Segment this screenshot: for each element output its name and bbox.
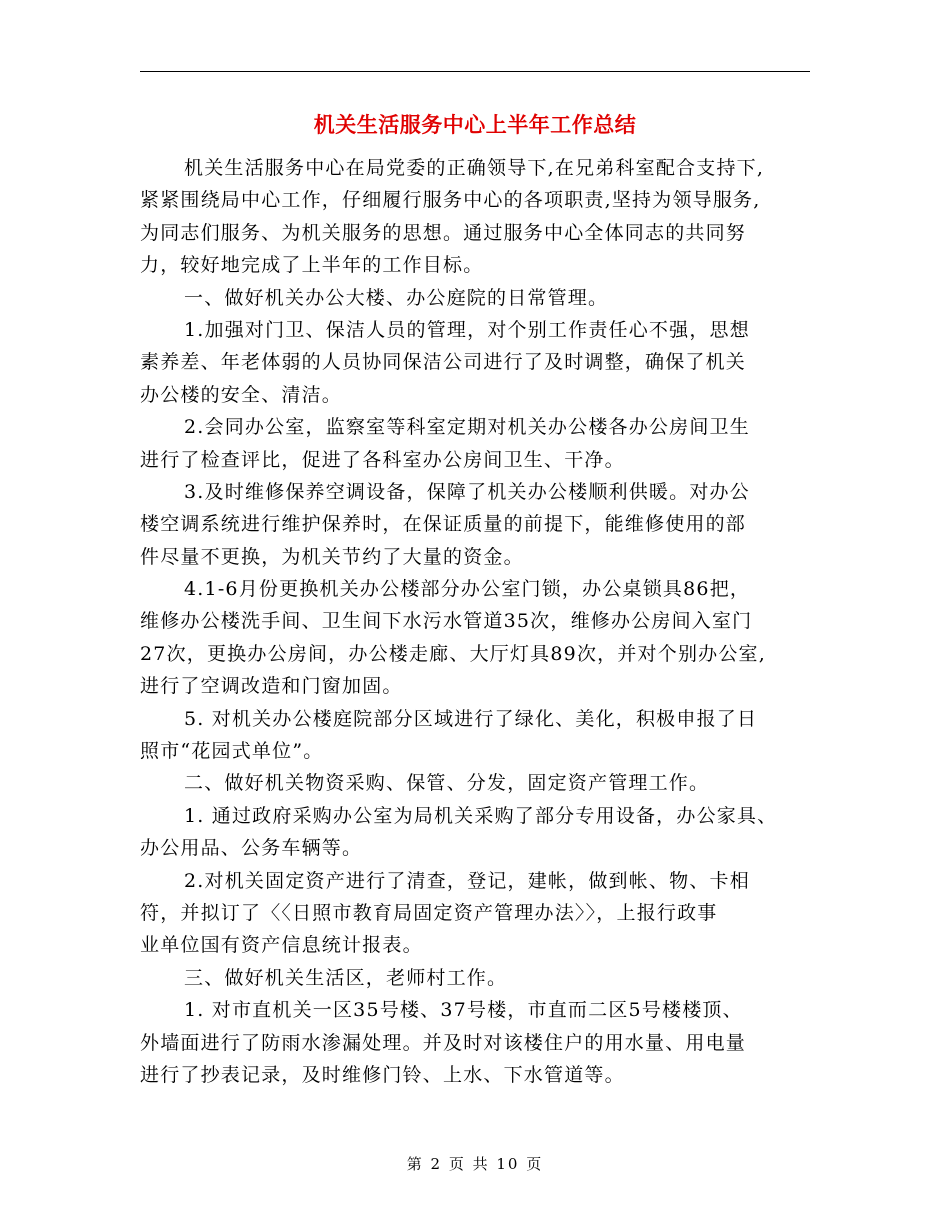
text-line: 楼空调系统进行维护保养时，在保证质量的前提下，能维修使用的部 (140, 513, 747, 536)
text-line: 为同志们服务、为机关服务的思想。通过服务中心全体同志的共同努 (140, 221, 747, 244)
text-line: 件尽量不更换，为机关节约了大量的资金。 (140, 545, 524, 568)
text-line: 业单位国有资产信息统计报表。 (140, 934, 423, 957)
text-line: 4.1-6月份更换机关办公楼部分办公室门锁，办公桌锁具86把， (184, 578, 751, 601)
text-line: 一、做好机关办公大楼、办公庭院的日常管理。 (184, 286, 609, 309)
text-line: 1.加强对门卫、保洁人员的管理，对个别工作责任心不强，思想 (184, 318, 750, 341)
text-line: 办公用品、公务车辆等。 (140, 837, 363, 860)
text-line: 2.对机关固定资产进行了清查，登记，建帐，做到帐、物、卡相 (184, 869, 750, 892)
document-title: 机关生活服务中心上半年工作总结 (313, 113, 637, 137)
text-line: 机关生活服务中心在局党委的正确领导下,在兄弟科室配合支持下, (184, 157, 765, 179)
text-line: 紧紧围绕局中心工作，仔细履行服务中心的各项职责,坚持为领导服务, (140, 189, 761, 212)
page-number: 第 2 页 共 10 页 (406, 1155, 544, 1173)
text-line: 27次，更换办公房间，办公楼走廊、大厅灯具89次，并对个别办公室, (140, 642, 766, 665)
text-line: 办公楼的安全、清洁。 (140, 383, 343, 406)
text-line: 素养差、年老体弱的人员协同保洁公司进行了及时调整，确保了机关 (140, 351, 747, 374)
text-line: 三、做好机关生活区，老师村工作。 (184, 966, 508, 989)
text-line: 2.会同办公室，监察室等科室定期对机关办公楼各办公房间卫生 (184, 416, 750, 439)
text-line: 符，并拟订了〈〈日照市教育局固定资产管理办法〉〉，上报行政事 (140, 901, 718, 924)
text-line: 照市“花园式单位”。 (140, 740, 324, 763)
text-line: 外墙面进行了防雨水渗漏处理。并及时对该楼住户的用水量、用电量 (140, 1031, 747, 1054)
text-line: 5. 对机关办公楼庭院部分区域进行了绿化、美化，积极申报了日 (184, 707, 758, 730)
header-rule (140, 71, 810, 72)
text-line: 进行了抄表记录，及时维修门铃、上水、下水管道等。 (140, 1063, 625, 1086)
text-line: 1. 通过政府采购办公室为局机关采购了部分专用设备，办公家具、 (184, 804, 778, 827)
document-body (140, 152, 820, 1091)
text-line: 1. 对市直机关一区35号楼、37号楼，市直而二区5号楼楼顶、 (184, 999, 743, 1022)
text-line: 进行了检查评比，促进了各科室办公房间卫生、干净。 (140, 448, 625, 471)
text-line: 维修办公楼洗手间、卫生间下水污水管道35次，维修办公房间入室门 (140, 610, 753, 633)
text-line: 力，较好地完成了上半年的工作目标。 (140, 254, 484, 277)
text-line: 进行了空调改造和门窗加固。 (140, 675, 403, 698)
text-line: 3.及时维修保养空调设备，保障了机关办公楼顺利供暖。对办公 (184, 480, 750, 503)
text-line: 二、做好机关物资采购、保管、分发，固定资产管理工作。 (184, 772, 710, 795)
